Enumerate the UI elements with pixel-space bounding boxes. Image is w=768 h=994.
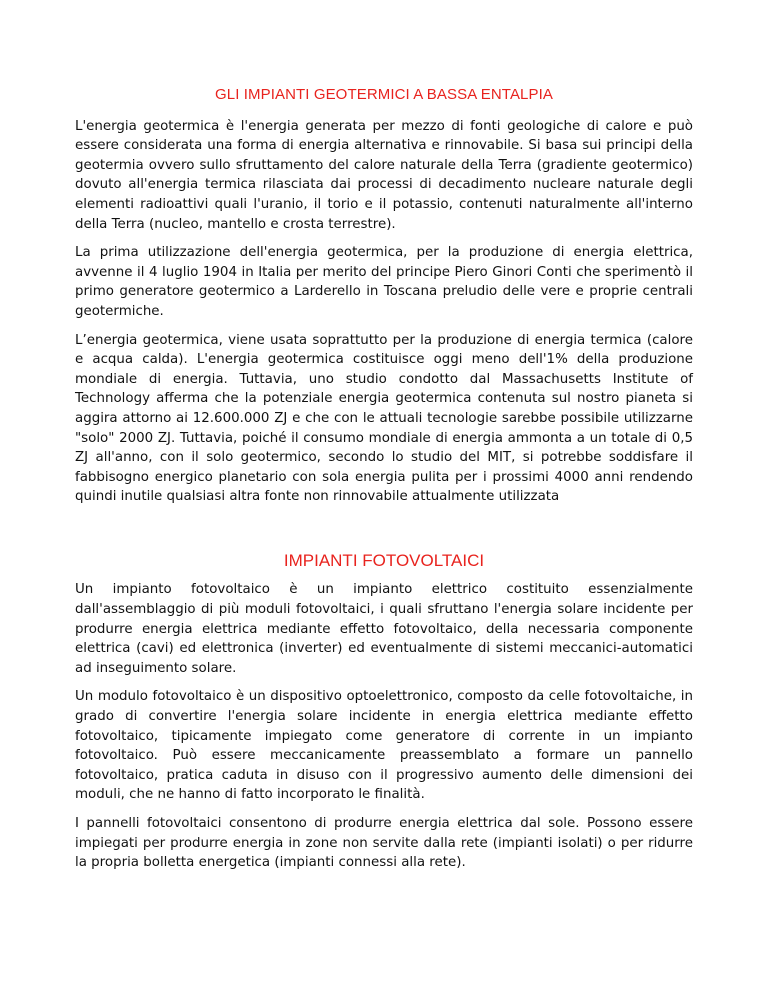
paragraph: La prima utilizzazione dell'energia geotermica, per la produzione di energia elettrica, avvenne il 4 luglio 1904 in Italia per merito del principe Piero Ginori Conti che sperimentò il primo generatore geotermico a Larderello in Toscana preludio delle vere e proprie centrali geotermiche. <box>75 245 693 319</box>
paragraph: Un impianto fotovoltaico è un impianto elettrico costituito essenzialmente dall'assemblaggio di più moduli fotovoltaici, i quali sfruttano l'energia solare incidente per produrre energia elettrica mediante effetto fotovoltaico, della necessaria componente elettrica (cavi) ed elettronica (inverter) ed eventualmente di sistemi meccanici-automatici ad inseguimento solare. <box>75 582 693 676</box>
paragraph: L'energia geotermica è l'energia generata per mezzo di fonti geologiche di calore e può essere considerata una forma di energia alternativa e rinnovabile. Si basa sui principi della geotermia ovvero sullo sfruttamento del calore naturale della Terra (gradiente geotermico) dovuto all'energia termica rilasciata dai processi di decadimento nucleare naturale degli elementi radioattivi quali l'uranio, il torio e il potassio, contenuti naturalmente all'interno della Terra (nucleo, mantello e crosta terrestre). <box>75 118 693 232</box>
paragraph: L’energia geotermica, viene usata soprattutto per la produzione di energia termica (calore e acqua calda). L'energia geotermica costituisce oggi meno dell'1% della produzione mondiale di energia. Tuttavia, uno studio condotto dal Massachusetts Institute of Technology afferma che la potenziale energia geotermica contenuta sul nostro pianeta si aggira attorno ai 12.600.000 ZJ e che con le attuali tecnologie sarebbe possibile utilizzarne "solo" 2000 ZJ. Tuttavia, poiché il consumo mondiale di energia ammonta a un totale di 0,5 ZJ all'anno, con il solo geotermico, secondo lo studio del MIT, si potrebbe soddisfare il fabbisogno energico planetario con sola energia pulita per i prossimi 4000 anni rendendo quindi inutile qualsiasi altra fonte non rinnovabile attualmente utilizzata <box>75 332 693 505</box>
section-title-fotovoltaici: IMPIANTI FOTOVOLTAICI <box>283 550 485 570</box>
section-title-geotermici: GLI IMPIANTI GEOTERMICI A BASSA ENTALPIA <box>215 86 553 103</box>
paragraph: Un modulo fotovoltaico è un dispositivo optoelettronico, composto da celle fotovoltaiche, in grado di convertire l'energia solare incidente in energia elettrica mediante effetto fotovoltaico, tipicamente impiegato come generatore di corrente in un impianto fotovoltaico. Può essere meccanicamente preassemblato a formare un pannello fotovoltaico, pratica caduta in disuso con il progressivo aumento delle dimensioni dei moduli, che ne hanno di fatto incorporato le finalità. <box>75 689 693 803</box>
paragraph: I pannelli fotovoltaici consentono di produrre energia elettrica dal sole. Possono essere impiegati per produrre energia in zone non servite dalla rete (impianti isolati) o per ridurre la propria bolletta energetica (impianti connessi alla rete). <box>75 816 693 871</box>
document-page <box>75 0 693 882</box>
